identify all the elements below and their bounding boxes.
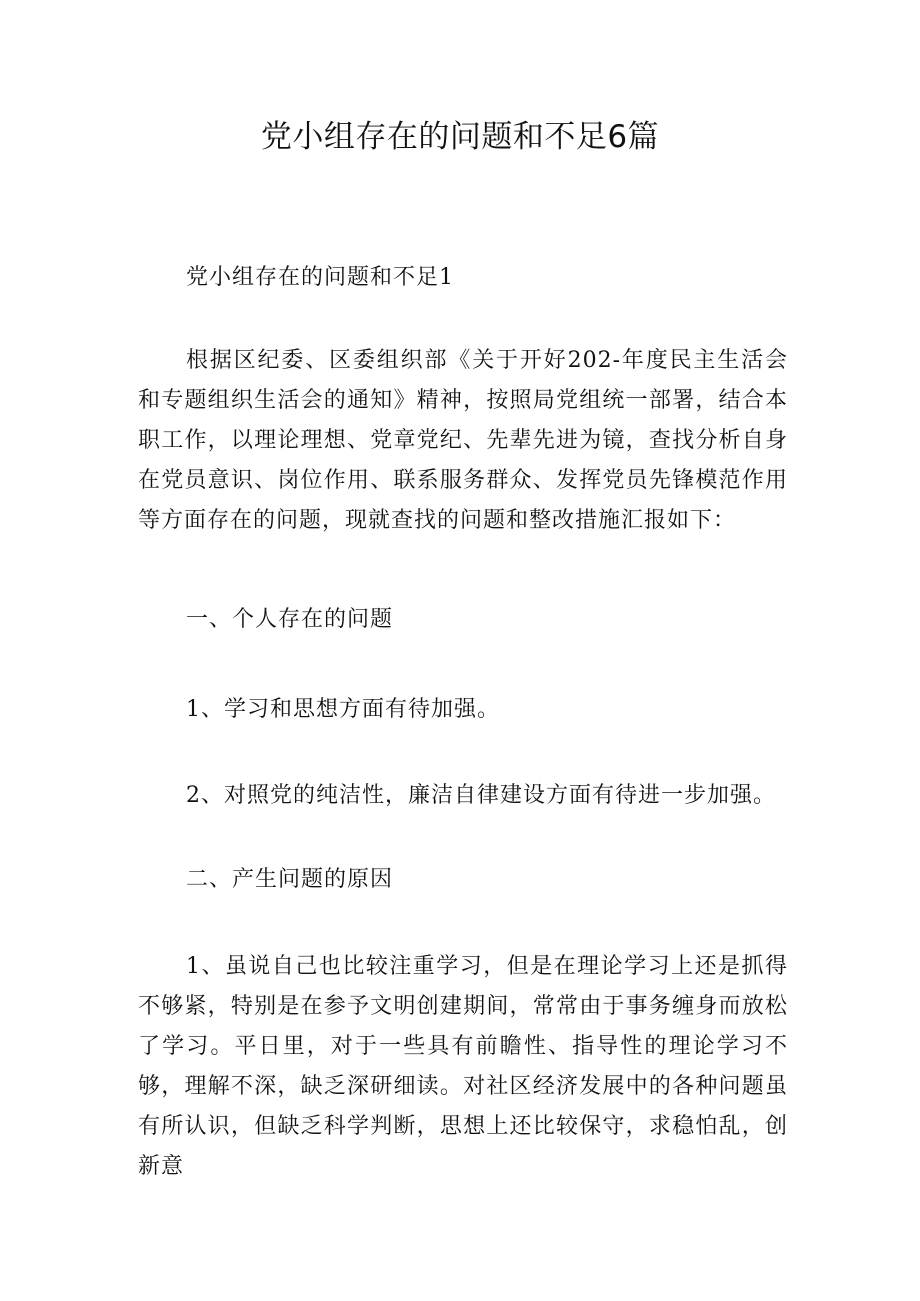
list-item: 1、学习和思想方面有待加强。	[186, 697, 500, 722]
list-item: 2、对照党的纯洁性，廉洁自律建设方面有待进一步加强。	[186, 783, 776, 808]
body-paragraph: 1、虽说自己也比较注重学习，但是在理论学习上还是抓得不够紧，特别是在参予文明创建期间，常常由于事务缠身而放松了学习。平日里，对于一些具有前瞻性、指导性的理论学习不够，理解不深，缺乏深研细读。对社区经济发展中的各种问题虽有所认识，但缺乏科学判断，思想上还比较保守，求稳怕乱，创新意	[138, 954, 788, 1179]
document-title: 党小组存在的问题和不足6篇	[260, 119, 660, 155]
body-paragraph: 根据区纪委、区委组织部《关于开好202-年度民主生活会和专题组织生活会的通知》精神，按照局党组统一部署，结合本职工作，以理论理想、党章党纪、先辈先进为镜，查找分析自身在党员意识、岗位作用、联系服务群众、发挥党员先锋模范作用等方面存在的问题，现就查找的问题和整改措施汇报如下：	[138, 348, 788, 533]
section-heading: 二、产生问题的原因	[186, 867, 394, 892]
section-heading: 一、个人存在的问题	[186, 607, 394, 632]
section-heading: 党小组存在的问题和不足1	[186, 265, 454, 290]
